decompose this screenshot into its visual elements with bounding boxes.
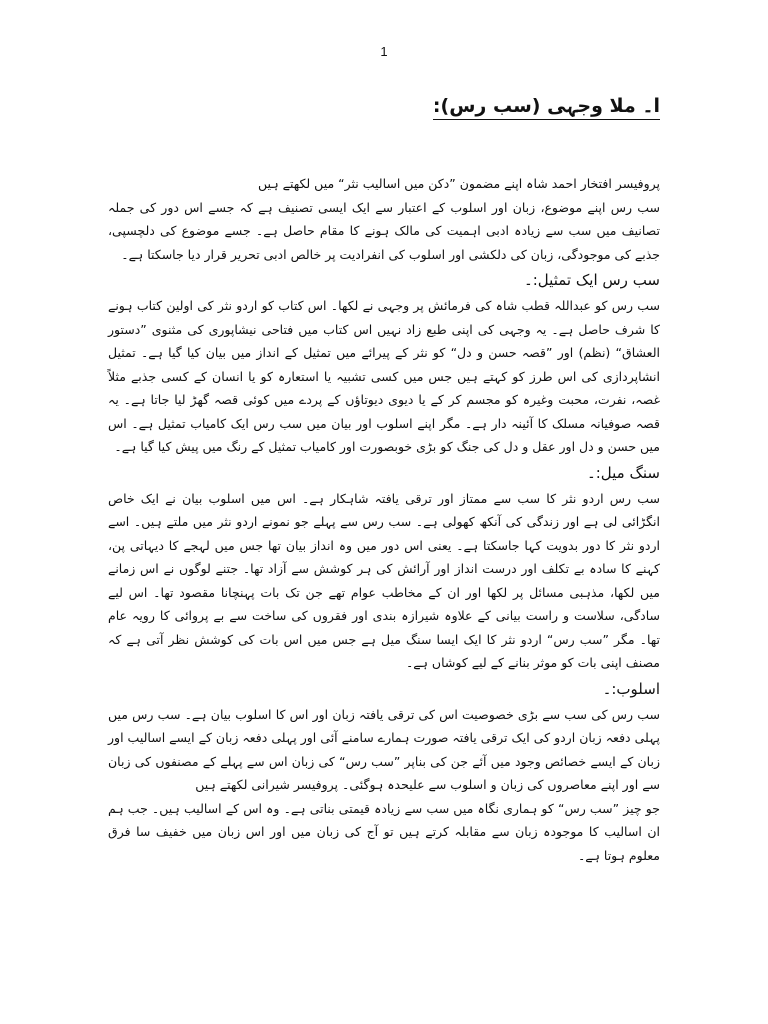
section-paragraph-style-2: جو چیز ”سب رس“ کو ہماری نگاہ میں سب سے زیادہ قیمتی بناتی ہے۔ وہ اس کے اسالیب ہیں۔ جب ہم ان اسالیب کا موجودہ زبان سے مقابلہ کرتے ہیں تو آج کی زبان میں اور اس زبان میں خفیف سا فرق معلوم ہوتا ہے۔ [108,800,660,863]
intro-line: پروفیسر افتخار احمد شاہ اپنے مضمون ”دکن میں اسالیب نثر“ میں لکھتے ہیں [258,176,660,191]
section-paragraph-milestone: سب رس اردو نثر کا سب سے ممتاز اور ترقی یافتہ شاہکار ہے۔ اس میں اسلوب بیان نے ایک خاص انگڑائی لی ہے اور زندگی کی آنکھ کھولی ہے۔ سب رس سے پہلے جو نمونے اردو نثر میں ملتے ہیں۔ اسے اردو نثر کا دور بدویت کہا جاسکتا ہے۔ یعنی اس دور میں وہ انداز بیان تھا جس میں لہجے کا دیہاتی پن، کہنے کا سادہ بے تکلف اور درست انداز اور آرائش کی ہر کوشش سے آزاد تھا۔ جتنے لوگوں نے اس زمانے میں لکھا، مذہبی مسائل پر لکھا اور ان کے مخاطب عوام تھے جن تک بات پہنچانا مقصود تھا۔ اس لیے سادگی، سلاست و راست بیانی کے علاوہ شیرازہ بندی اور فقروں کی ساخت سے بے پروائی کا رویہ عام تھا۔ مگر ”سب رس“ اردو نثر کا ایک ایسا سنگ میل ہے جس میں اس بات کی کوشش نظر آتی ہے کہ مصنف اپنی بات کو موثر بنانے کے لیے کوشاں ہے۔ [108,490,660,670]
section-heading-allegory: سب رس ایک تمثیل:۔ [523,271,660,289]
page-number: 1 [380,44,388,59]
intro-paragraph: سب رس اپنے موضوع، زبان اور اسلوب کے اعتبار سے ایک ایسی تصنیف ہے کہ جسے اس دور کی جملہ تصانیف میں سب سے زیادہ ادبی اہمیت کی مالک ہونے کا مقام حاصل ہے۔ جسے موضوع کی دلچسپی، جذبے کی موجودگی، زبان کی دلکشی اور اسلوب کی انفرادیت پر خالص ادبی تحریر قرار دیا جاسکتا ہے۔ [108,199,660,262]
section-heading-style: اسلوب:۔ [602,679,660,698]
section-paragraph-style-1: سب رس کی سب سے بڑی خصوصیت اس کی ترقی یافتہ زبان اور اس کا اسلوب بیان ہے۔ سب رس میں پہلی دفعہ زبان اردو کی ایک ترقی یافتہ صورت ہمارے سامنے آئی اور پہلی دفعہ زبان کے ایسے اسالیب اور زبان کے ایسے خصائص وجود میں آئے جن کی بناپر ”سب رس“ کی زبان اس سے پہلے کے مصنفوں کی زبان سے اور اپنے معاصروں کی زبان و اسلوب سے علیحدہ ہوگئی۔ پروفیسر شیرانی لکھتے ہیں [108,706,660,792]
section-heading-milestone: سنگ میل:۔ [586,463,660,482]
document-title-text: ا۔ ملا وجہی (سب رس): [433,95,660,120]
document-title [108,92,660,120]
document-body [108,92,660,867]
section-paragraph-allegory: سب رس کو عبداللہ قطب شاہ کی فرمائش پر وجہی نے لکھا۔ اس کتاب کو اردو نثر کی اولین کتاب ہونے کا شرف حاصل ہے۔ یہ وجہی کی اپنی طبع زاد نہیں اس کتاب میں فتاحی نیشاپوری کی مثنوی ”دستور العشاق“ (نظم) اور ”قصہ حسن و دل“ کو نثر کے پیرائے میں تمثیل کے انداز میں بیان کیا گیا ہے۔ تمثیل انشاپردازی کی اس طرز کو کہتے ہیں جس میں کسی تشبیہ یا استعارہ کو یا انسان کے کسی جذبے مثلاً غصہ، نفرت، محبت وغیرہ کو مجسم کر کے یا دیوی دیوتاؤں کے پردے میں کوئی قصہ گھڑ لیا جاتا ہے۔ یہ قصہ صوفیانہ مسلک کا آئینہ دار ہے۔ مگر اپنے اسلوب اور بیان میں سب رس ایک کامیاب تمثیل ہے۔ اس میں حسن و دل اور عقل و دل کی جنگ کو بڑی خوبصورت اور کامیاب تمثیل کے رنگ میں پیش کیا گیا ہے۔ [108,298,660,454]
